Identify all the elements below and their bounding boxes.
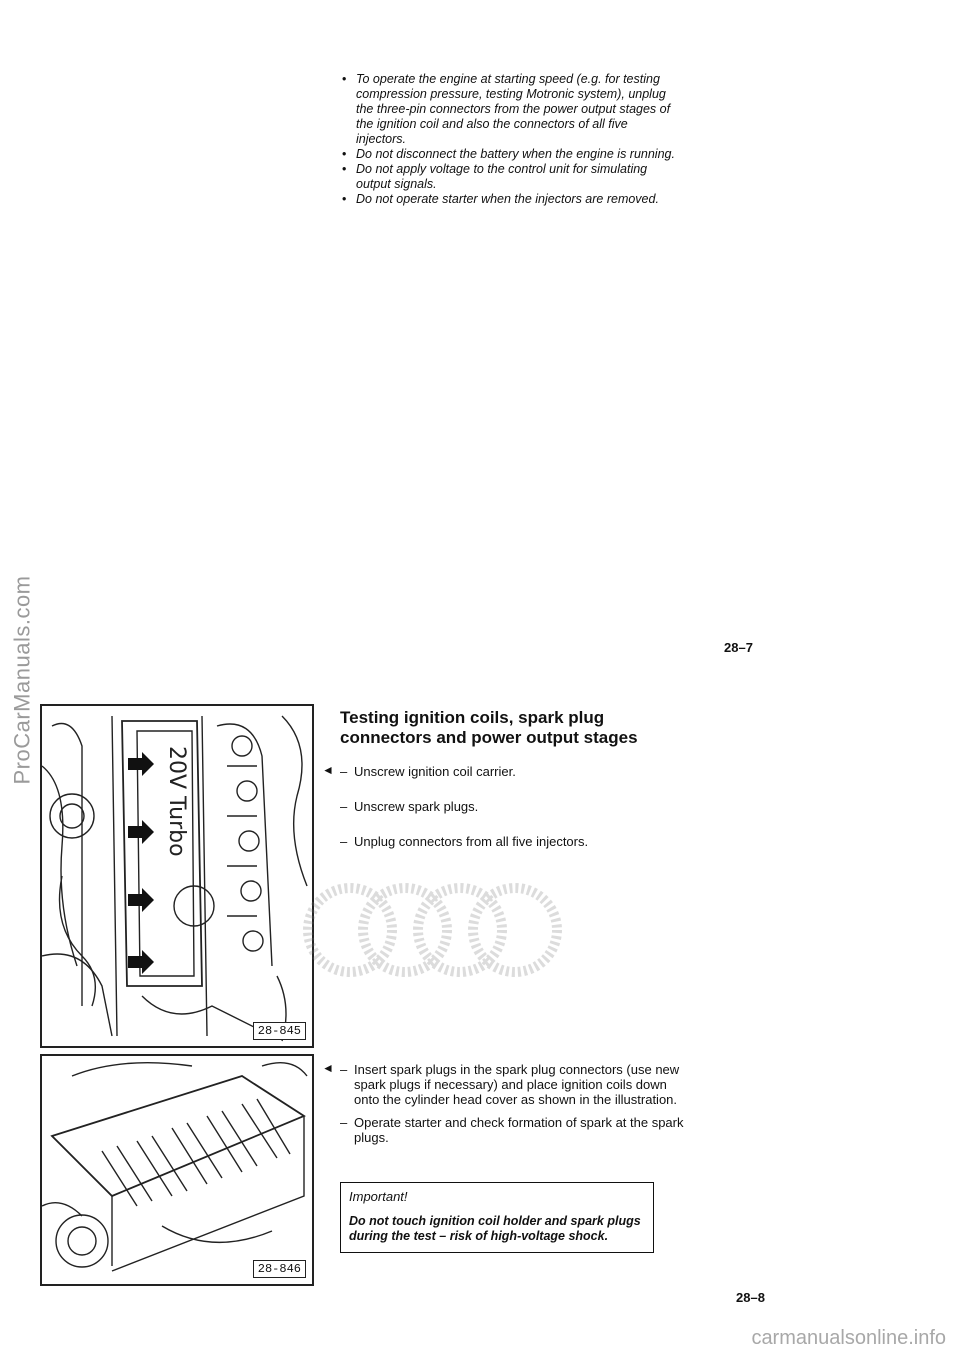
figure-engine-cover [40, 704, 314, 1048]
engine-cover-illustration [42, 706, 312, 1046]
step-item: – Unplug connectors from all five injectors. [340, 834, 589, 849]
brand-rings-watermark [300, 860, 570, 1000]
figure-ignition-coils [40, 1054, 314, 1286]
step-item: – Operate starter and check formation of spark at the spark plugs. [340, 1115, 684, 1145]
bottom-watermark: carmanualsonline.info [751, 1327, 946, 1349]
section-title: Testing ignition coils, spark plug connectors and power output stages [340, 708, 638, 747]
side-watermark [4, 420, 40, 940]
bullet-icon: • [342, 162, 347, 176]
side-watermark-text: ProCarManuals.com [9, 575, 35, 785]
warning-item: • To operate the engine at starting speed (e.g. for testing compression pressure, testing Motronic system), unplug the three-pin connectors from the power output stages of the ignition coil and also the connectors of all five injectors. [342, 72, 671, 146]
page-number-second: 28–8 [736, 1290, 765, 1305]
pointer-arrow-icon: ◄ [322, 763, 334, 777]
arrow-icon [128, 888, 154, 912]
arrow-icon [128, 752, 154, 776]
important-notice [340, 1182, 654, 1253]
warning-item: • Do not disconnect the battery when the engine is running. [342, 147, 675, 161]
bullet-icon: • [342, 147, 347, 161]
page-number-first: 28–7 [724, 640, 753, 655]
arrow-icon [128, 950, 154, 974]
warning-item: • Do not operate starter when the injectors are removed. [342, 192, 659, 206]
important-heading: Important! [349, 1189, 408, 1204]
ignition-coils-illustration [42, 1056, 312, 1284]
figure-label: 28-845 [253, 1022, 306, 1040]
step-item: ◄ – Unscrew ignition coil carrier. [322, 763, 516, 779]
warning-item: • Do not apply voltage to the control unit for simulating output signals. [342, 162, 648, 191]
figure-label: 28-846 [253, 1260, 306, 1278]
important-body: Do not touch ignition coil holder and spark plugs during the test – risk of high-voltage shock. [349, 1214, 641, 1243]
bullet-icon: • [342, 72, 347, 86]
warning-list [340, 72, 680, 207]
arrow-icon [128, 820, 154, 844]
pointer-arrow-icon: ◄ [322, 1061, 334, 1075]
step-list-test [316, 1062, 686, 1153]
engine-cover-text: 20V Turbo [164, 746, 189, 857]
step-item: – Unscrew spark plugs. [340, 799, 479, 814]
step-list-removal [316, 764, 686, 869]
step-item: ◄ – Insert spark plugs in the spark plug connectors (use new spark plugs if necessary) and place ignition coils down onto the cylinder head cover as shown in the illustration. [322, 1061, 680, 1107]
bullet-icon: • [342, 192, 347, 206]
arrow-markers [128, 752, 154, 974]
